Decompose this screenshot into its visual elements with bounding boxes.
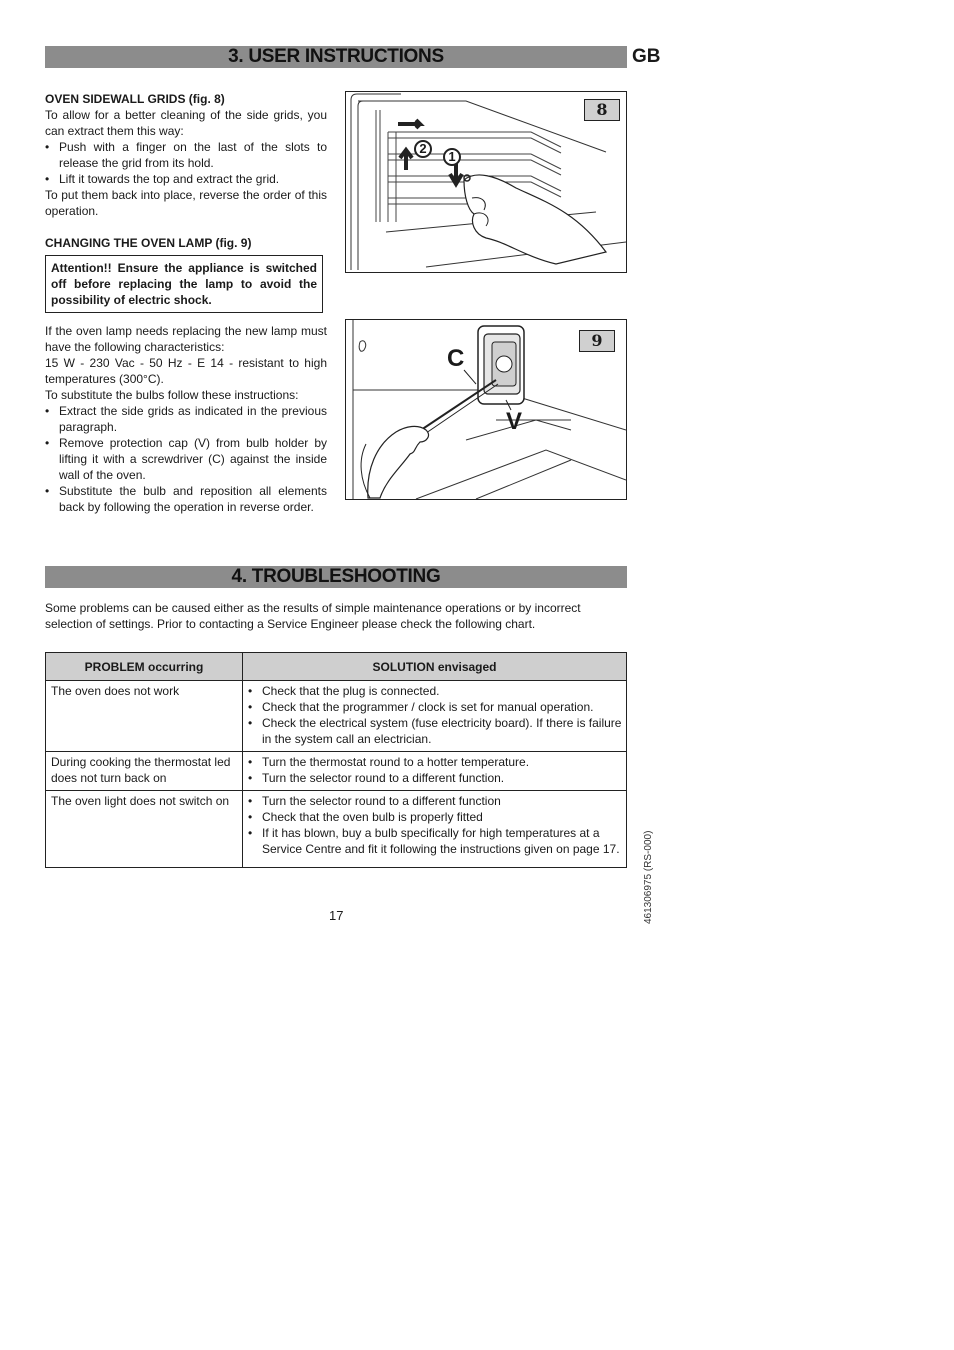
lamp-section	[45, 323, 327, 515]
sidewall-grids-steps	[45, 139, 327, 187]
step-marker-2: 2	[414, 140, 432, 158]
language-code: GB	[632, 46, 661, 67]
troubleshooting-intro: Some problems can be caused either as the results of simple maintenance operations or by incorrect selection of settings. Prior to contacting a Service Engineer please check the following chart.	[45, 601, 581, 631]
list-item: • Check the electrical system (fuse electricity board). If there is failure in the system call an electrician.	[248, 715, 622, 747]
sidewall-grids-heading: OVEN SIDEWALL GRIDS (fig. 8)	[45, 92, 225, 106]
figure-8-number: 8	[584, 99, 620, 121]
lamp-heading-block	[45, 235, 327, 251]
table-row	[46, 791, 627, 868]
troubleshooting-table	[45, 652, 627, 868]
list-item: • Turn the selector round to a different function	[248, 793, 622, 809]
list-item: • Turn the selector round to a different function.	[248, 770, 622, 786]
problem-cell: The oven light does not switch on	[46, 791, 243, 868]
list-item: • Remove protection cap (V) from bulb holder by lifting it with a screwdriver (C) against the inside wall of the oven.	[45, 435, 327, 483]
column-header-solution: SOLUTION envisaged	[243, 653, 627, 681]
figure-8	[345, 91, 627, 273]
table-header-row	[46, 653, 627, 681]
table-row	[46, 752, 627, 791]
list-item: • Turn the thermostat round to a hotter temperature.	[248, 754, 622, 770]
lamp-para-2: 15 W - 230 Vac - 50 Hz - E 14 - resistant to high temperatures (300°C).	[45, 356, 327, 386]
solution-cell	[243, 681, 627, 752]
list-item: • Substitute the bulb and reposition all elements back by following the operation in reverse order.	[45, 483, 327, 515]
solution-cell	[243, 752, 627, 791]
lamp-para-3: To substitute the bulbs follow these instructions:	[45, 388, 299, 402]
problem-cell: The oven does not work	[46, 681, 243, 752]
lamp-para-1: If the oven lamp needs replacing the new lamp must have the following characteristics:	[45, 324, 327, 354]
sidewall-grids-intro: To allow for a better cleaning of the side grids, you can extract them this way:	[45, 108, 327, 138]
list-item: • Check that the programmer / clock is set for manual operation.	[248, 699, 622, 715]
sidewall-grids-section	[45, 91, 327, 219]
step-marker-1: 1	[443, 148, 461, 166]
label-v: V	[506, 408, 523, 435]
document-code: 461306975 (RS-000)	[643, 830, 654, 924]
list-item: • If it has blown, buy a bulb specifically for high temperatures at a Service Centre and fit it following the instructions given on page 17.	[248, 825, 622, 857]
list-item: • Push with a finger on the last of the slots to release the grid from its hold.	[45, 139, 327, 171]
label-c: C	[447, 345, 465, 372]
lamp-steps	[45, 403, 327, 515]
list-item: • Lift it towards the top and extract the grid.	[45, 171, 327, 187]
page-number: 17	[329, 908, 344, 923]
sidewall-grids-outro: To put them back into place, reverse the order of this operation.	[45, 188, 327, 218]
table-row	[46, 681, 627, 752]
figure-9	[345, 319, 627, 500]
section-title-user-instructions: 3. USER INSTRUCTIONS	[45, 46, 627, 68]
solution-cell	[243, 791, 627, 868]
section-title-troubleshooting: 4. TROUBLESHOOTING	[45, 566, 627, 588]
list-item: • Extract the side grids as indicated in the previous paragraph.	[45, 403, 327, 435]
warning-box: Attention!! Ensure the appliance is switched off before replacing the lamp to avoid the possibility of electric shock.	[45, 255, 323, 313]
problem-cell: During cooking the thermostat led does not turn back on	[46, 752, 243, 791]
column-header-problem: PROBLEM occurring	[46, 653, 243, 681]
list-item: • Check that the oven bulb is properly fitted	[248, 809, 622, 825]
list-item: • Check that the plug is connected.	[248, 683, 622, 699]
figure-9-number: 9	[579, 330, 615, 352]
lamp-heading: CHANGING THE OVEN LAMP (fig. 9)	[45, 236, 252, 250]
